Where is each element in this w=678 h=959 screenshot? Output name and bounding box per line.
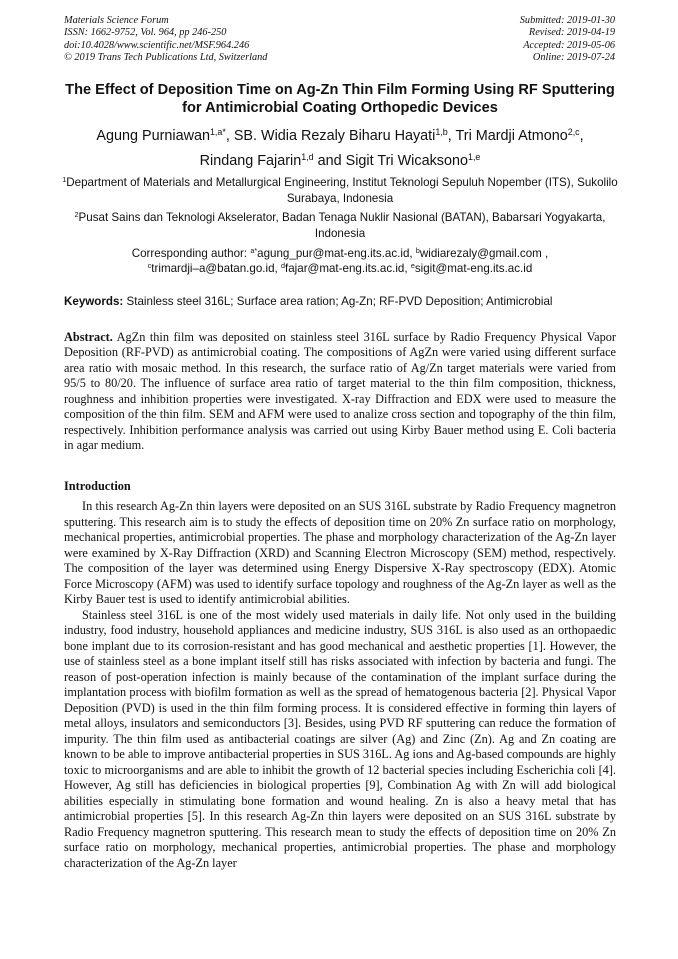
journal-info-block: [64, 15, 267, 64]
paper-title: The Effect of Deposition Time on Ag-Zn Thin Film Forming Using RF Sputtering for Antimicrobial Coating Orthopedic Devices: [65, 82, 615, 116]
author-name: Sigit Tri Wicaksono: [345, 153, 468, 169]
author-affiliation-mark: 1,d: [301, 152, 314, 163]
email-mark: a*: [250, 246, 258, 256]
abstract-text: AgZn thin film was deposited on stainless steel 316L surface by Radio Frequency Physical Vapor Deposition (RF-PVD) as antimicrobial coating. The compositions of AgZn were varied using different surface area ratio with mosaic method. In this research, the surface ratio of Ag/Zn target materials were varied from 95/5 to 80/20. The influence of surface area ratio of target material to the thin film composition, thickness, roughness and inhibition properties were investigated. X-ray Diffraction and EDX were used to measure the composition of the thin film. SEM and AFM were used to analize cross section and topography of the thin film, respectively. Inhibition performance analysis was carried out using Kirby Bauer method using E. Coli bacteria in agar medium.: [64, 330, 616, 453]
keywords-text: Stainless steel 316L; Surface area ration; Ag-Zn; RF-PVD Deposition; Antimicrobial: [126, 295, 553, 308]
copyright: © 2019 Trans Tech Publications Ltd, Switzerland: [64, 51, 268, 63]
author-name: SB. Widia Rezaly Biharu Hayati: [233, 128, 436, 144]
accepted-date: Accepted: 2019-05-06: [523, 39, 615, 51]
author-name: Agung Purniawan: [96, 128, 210, 144]
corresponding-author: [60, 246, 620, 276]
affiliation-text: Department of Materials and Metallurgical Engineering, Institut Teknologi Sepuluh Nopember (ITS), Sukolilo Surabaya, Indonesia: [66, 176, 618, 205]
revised-date: Revised: 2019-04-19: [528, 27, 615, 39]
author-affiliation-mark: 1,e: [467, 152, 481, 163]
keywords-label: Keywords:: [64, 295, 124, 308]
email-link[interactable]: sigit@mat-eng.its.ac.id: [414, 262, 533, 275]
keywords: [64, 294, 624, 309]
affiliation-1: [60, 175, 620, 206]
email-link[interactable]: widiarezaly@gmail.com ,: [419, 247, 549, 260]
email-mark: c: [147, 261, 152, 271]
email-mark: b: [415, 246, 420, 256]
introduction-body: [64, 499, 616, 871]
affiliation-text: Pusat Sains dan Teknologi Akselerator, Badan Tenaga Nuklir Nasional (BATAN), Babarsari Yogyakarta, Indonesia: [78, 211, 606, 240]
author-affiliation-mark: 2,c: [567, 127, 580, 138]
submitted-date: Submitted: 2019-01-30: [519, 15, 615, 26]
email-link[interactable]: trimardji–a@batan.go.id,: [151, 262, 278, 275]
author-list: Agung Purniawan$^{1,a*}$, SB. Widia Rezaly Biharu Hayati$^{1,b}$, Tri Mardji Atmono$^{2,c}$, Rindang Fajarin$^{1,d}$ and Sigit Tri Wicaksono$^{1,e}$: [96, 127, 584, 169]
abstract: [64, 330, 616, 454]
corresponding-label: Corresponding author:: [131, 247, 248, 260]
affiliation-2: [60, 210, 620, 241]
author-name: Tri Mardji Atmono: [455, 128, 568, 144]
doi: doi:10.4028/www.scientific.net/MSF.964.246: [64, 39, 250, 51]
dates-block: [520, 15, 615, 64]
body-paragraph: In this research Ag-Zn thin layers were deposited on an SUS 316L substrate by Radio Frequency magnetron sputtering. This research aim is to study the effects of deposition time on 20% Zn surface ratio on morphology, mechanical properties, antimicrobial properties. The phase and morphology characterization of the Ag-Zn layer were examined by X-Ray Diffraction (XRD) and Scanning Electron Microscopy (SEM) method, respectively. The composition of the layer was determined using Energy Dispersive X-Ray spectroscopy (EDX). Atomic Force Microscopy (AFM) was used to identify surface topology and roughness of the Ag-Zn layer as well as the Kirby Bauer test is used to identify antimicrobial abilities.: [64, 499, 616, 607]
section-heading-introduction: Introduction: [64, 479, 131, 493]
email-link[interactable]: fajar@mat-eng.its.ac.id,: [285, 262, 408, 275]
author-name: Rindang Fajarin: [199, 153, 302, 169]
email-mark: e: [410, 261, 415, 271]
author-affiliation-mark: 1,a*: [209, 127, 226, 138]
issn-volume-pages: ISSN: 1662-9752, Vol. 964, pp 246-250: [64, 27, 227, 39]
author-affiliation-mark: 1,b: [435, 127, 448, 138]
affiliation-number: 1: [62, 175, 67, 185]
abstract-label: Abstract.: [64, 330, 113, 344]
email-mark: d: [281, 261, 285, 271]
online-date: Online: 2019-07-24: [532, 51, 615, 63]
affiliation-number: 2: [74, 210, 79, 220]
body-paragraph: Stainless steel 316L is one of the most widely used materials in daily life. Not only used in the building industry, food industry, household appliances and medicine industry, SUS 316L is also used as an orthopaedic bone implant due to its corrosion-resistant and has good mechanical and aesthetic properties [1]. However, the use of stainless steel as a bone implant itself still has risks associated with infection by bacteria and fungi. The reason of post-operation infection is mainly because of the contamination of the implant surface during the implantation process with biofilm formation as well as the spread of hematogenous bacteria [2]. Physical Vapor Deposition (PVD) is used in the thin film forming process. It is considered effective in forming thin layers of metal alloys, insulators and semiconductors [3]. Besides, using PVD RF sputtering can reduce the formation of impurity. The thin film used as antibacterial coatings are silver (Ag) and Zinc (Zn). Ag and Zn coating are known to be able to improve antibacterial properties in SUS 316L. Ag ions and Ag-based compounds are highly toxic to microorganisms and are able to inhibit the growth of 12 bacterial species including Escherichia coli [4]. However, Ag still has deficiencies in biological properties [9], Combination Ag with Zn will add biological abilities especially in stimulating bone formation and wound healing. Zn is also a heavy metal that has antimicrobial properties [5]. In this research Ag-Zn thin layers were deposited on an SUS 316L substrate by Radio Frequency magnetron sputtering. This research mean to study the effects of deposition time on 20% Zn surface ratio on morphology, mechanical properties, antimicrobial properties. The phase and morphology characterization of the Ag-Zn layer: [64, 607, 616, 870]
journal-name: Materials Science Forum: [64, 15, 169, 26]
email-link[interactable]: agung_pur@mat-eng.its.ac.id,: [257, 247, 413, 260]
